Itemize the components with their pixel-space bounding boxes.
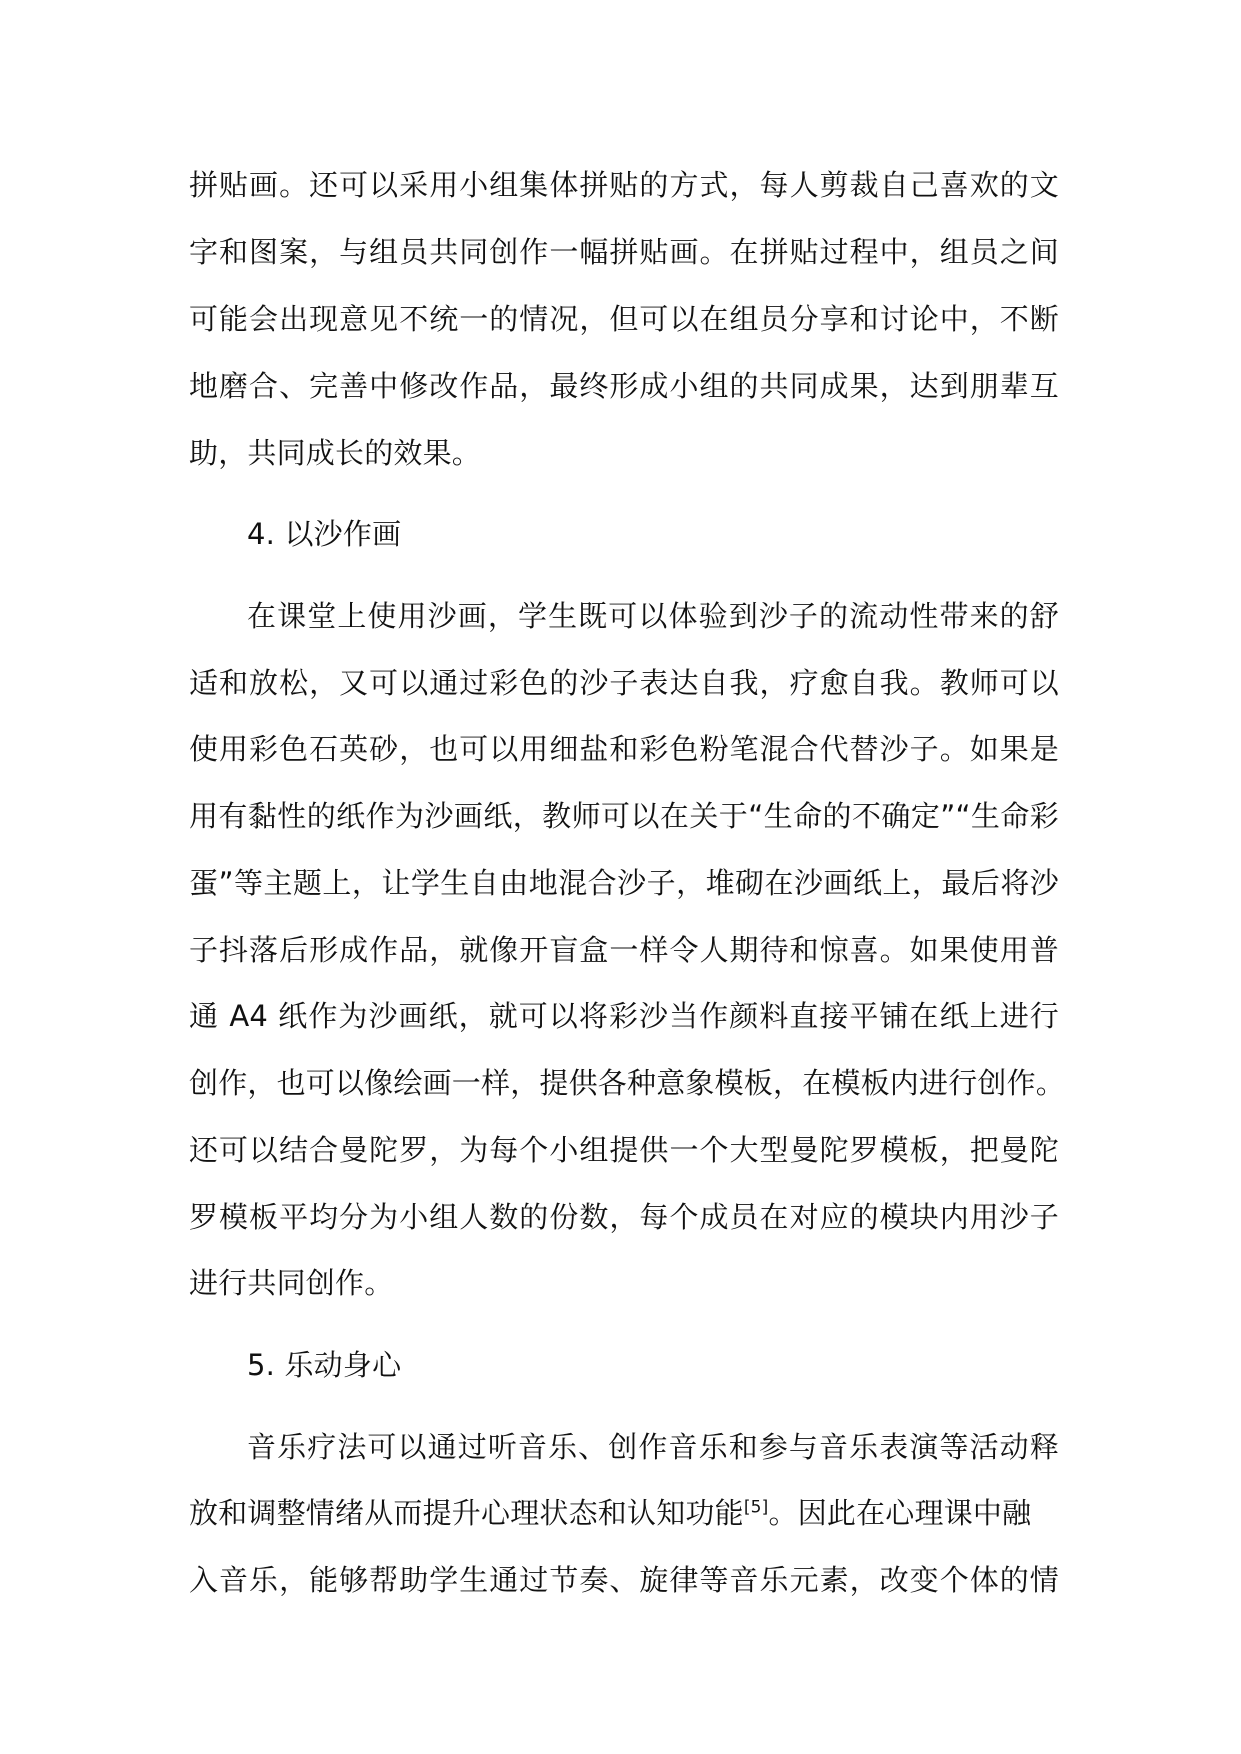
body-text-fragment: 放和调整情绪从而提升心理状态和认知功能 xyxy=(189,1496,744,1530)
section-heading-sand-painting: 4. 以沙作画 xyxy=(247,517,402,551)
body-text-line: 创作，也可以像绘画一样，提供各种意象模板，在模板内进行创作。 xyxy=(189,1066,1066,1100)
section-heading-music: 5. 乐动身心 xyxy=(247,1348,402,1382)
body-text-line: 子抖落后形成作品，就像开盲盒一样令人期待和惊喜。如果使用普 xyxy=(189,933,1059,967)
body-text-line: 使用彩色石英砂，也可以用细盐和彩色粉笔混合代替沙子。如果是 xyxy=(189,732,1059,766)
body-text-line: 拼贴画。还可以采用小组集体拼贴的方式，每人剪裁自己喜欢的文 xyxy=(189,168,1059,202)
body-text-line: 用有黏性的纸作为沙画纸，教师可以在关于“生命的不确定”“生命彩 xyxy=(189,799,1059,833)
body-text-line: 在课堂上使用沙画，学生既可以体验到沙子的流动性带来的舒 xyxy=(247,599,1059,633)
citation-reference: [5] xyxy=(743,1497,769,1518)
body-text-line: 字和图案，与组员共同创作一幅拼贴画。在拼贴过程中，组员之间 xyxy=(189,235,1059,269)
body-text-line: 还可以结合曼陀罗，为每个小组提供一个大型曼陀罗模板，把曼陀 xyxy=(189,1133,1059,1167)
body-text-line: 适和放松，又可以通过彩色的沙子表达自我，疗愈自我。教师可以 xyxy=(189,666,1059,700)
body-text-line: 助，共同成长的效果。 xyxy=(189,436,482,470)
body-text-line: 音乐疗法可以通过听音乐、创作音乐和参与音乐表演等活动释 xyxy=(247,1430,1059,1464)
body-text-line: 通 A4 纸作为沙画纸，就可以将彩沙当作颜料直接平铺在纸上进行 xyxy=(189,999,1059,1033)
body-text-line-with-citation xyxy=(189,1493,1059,1533)
body-text-line: 可能会出现意见不统一的情况，但可以在组员分享和讨论中，不断 xyxy=(189,302,1059,336)
body-text-line: 进行共同创作。 xyxy=(189,1266,394,1300)
body-text-line: 罗模板平均分为小组人数的份数，每个成员在对应的模块内用沙子 xyxy=(189,1200,1059,1234)
body-text-line: 地磨合、完善中修改作品，最终形成小组的共同成果，达到朋辈互 xyxy=(189,369,1059,403)
body-text-line: 蛋”等主题上，让学生自由地混合沙子，堆砌在沙画纸上，最后将沙 xyxy=(189,866,1059,900)
body-text-fragment: 。因此在心理课中融 xyxy=(768,1496,1032,1530)
body-text-line: 入音乐，能够帮助学生通过节奏、旋律等音乐元素，改变个体的情 xyxy=(189,1563,1059,1597)
